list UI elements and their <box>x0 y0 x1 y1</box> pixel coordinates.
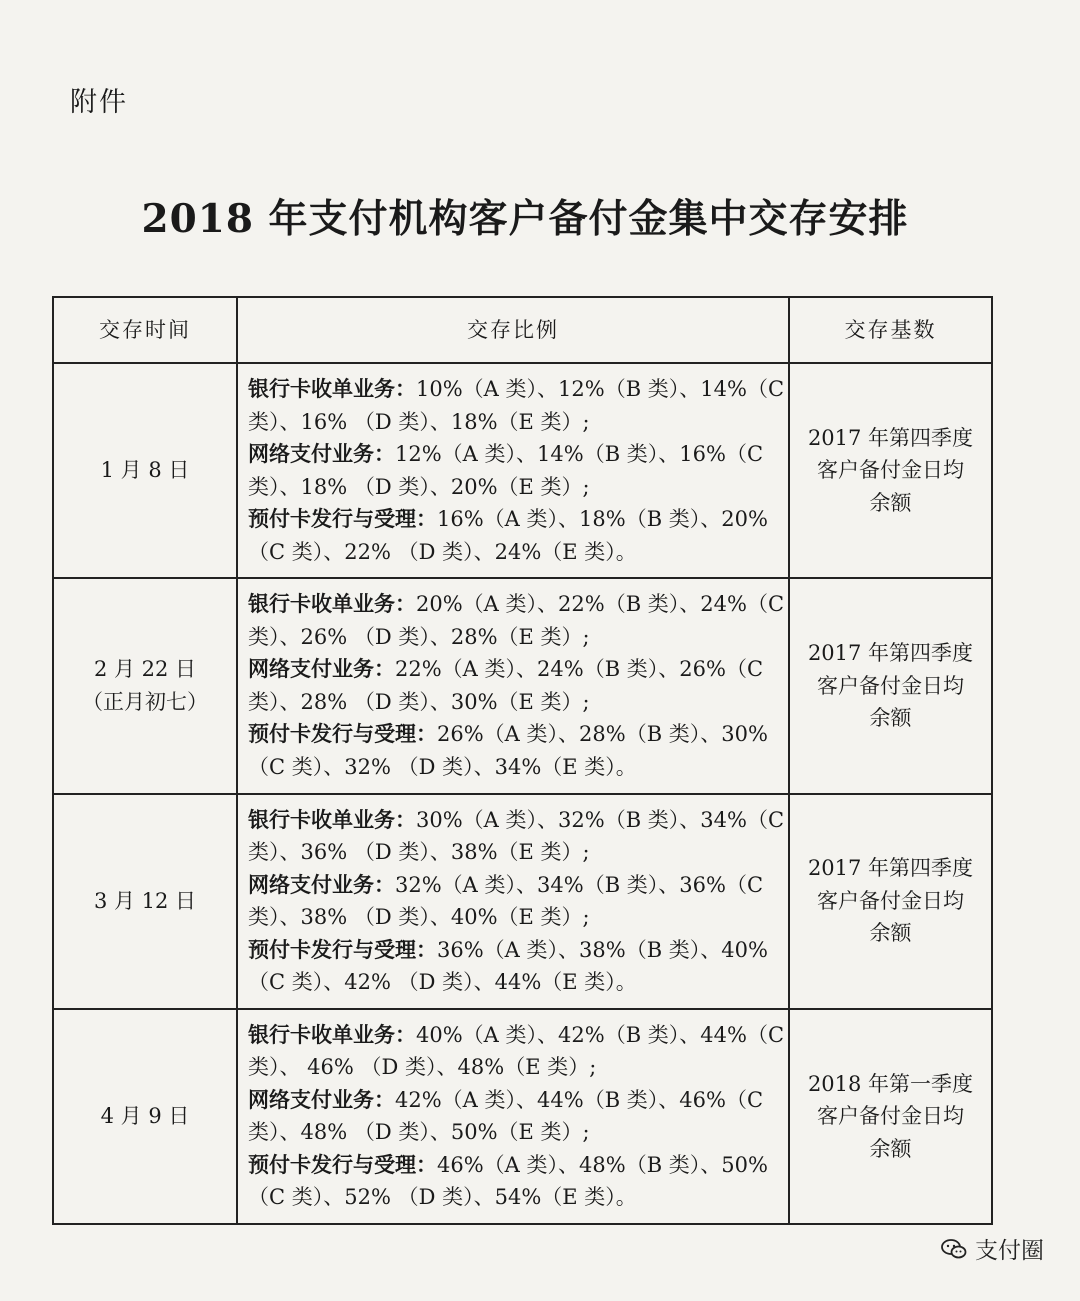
ratio-text: （C 类）、32% （D 类）、34%（E 类）。 <box>248 754 637 779</box>
ratio-text: 10%（A 类）、12%（B 类）、14%（C <box>416 377 785 402</box>
column-header-base: 交存基数 <box>789 297 992 363</box>
business-type-label: 银行卡收单业务： <box>248 376 416 402</box>
ratio-line <box>248 1181 778 1214</box>
deposit-base-text: 客户备付金日均 <box>817 673 964 698</box>
business-type-label: 网络支付业务： <box>248 871 395 897</box>
table-header-row <box>53 297 992 363</box>
ratio-line <box>248 406 778 439</box>
ratio-line <box>248 934 778 967</box>
business-type-label: 网络支付业务： <box>248 1086 395 1112</box>
deposit-time-text: 3 月 12 日 <box>93 888 197 913</box>
deposit-schedule-table <box>52 296 993 1225</box>
deposit-base-text: 2017 年第四季度 <box>807 856 974 881</box>
ratio-text: 16%（A 类）、18%（B 类）、20% <box>437 507 768 532</box>
ratio-line <box>248 536 778 569</box>
business-type-label: 银行卡收单业务： <box>248 591 416 617</box>
document-title: 2018 年支付机构客户备付金集中交存安排 <box>141 196 909 242</box>
ratio-text: 46%（A 类）、48%（B 类）、50% <box>437 1152 768 1177</box>
ratio-line <box>248 869 778 902</box>
table-row <box>53 578 992 793</box>
business-type-label: 网络支付业务： <box>248 656 395 682</box>
business-type-label: 预付卡发行与受理： <box>248 721 437 747</box>
ratio-text: 类）、16% （D 类）、18%（E 类）; <box>248 409 590 434</box>
ratio-text: 42%（A 类）、44%（B 类）、46%（C <box>395 1087 764 1112</box>
deposit-ratio-cell <box>237 578 789 793</box>
business-type-label: 网络支付业务： <box>248 441 395 467</box>
ratio-line <box>248 373 785 406</box>
ratio-text: 类）、28% （D 类）、30%（E 类）; <box>248 689 590 714</box>
table-row <box>53 1009 992 1224</box>
ratio-line <box>248 471 778 504</box>
deposit-base-text: 2018 年第一季度 <box>807 1071 974 1096</box>
business-type-label: 预付卡发行与受理： <box>248 506 437 532</box>
watermark-text: 支付圈 <box>975 1238 1044 1264</box>
ratio-line <box>248 751 778 784</box>
ratio-text: 26%（A 类）、28%（B 类）、30% <box>437 722 768 747</box>
ratio-text: （C 类）、22% （D 类）、24%（E 类）。 <box>248 539 637 564</box>
ratio-line <box>248 1116 778 1149</box>
deposit-base-text: 余额 <box>869 706 912 731</box>
attachment-label: 附件 <box>70 87 128 118</box>
deposit-time-cell <box>53 1009 237 1224</box>
ratio-line <box>248 1051 778 1084</box>
deposit-base-cell <box>789 794 992 1009</box>
ratio-text: 类）、 46% （D 类）、48%（E 类）; <box>248 1055 597 1080</box>
ratio-line <box>248 588 785 621</box>
deposit-base-text: 2017 年第四季度 <box>807 641 974 666</box>
ratio-line <box>248 836 778 869</box>
ratio-line <box>248 1084 778 1117</box>
ratio-line <box>248 621 778 654</box>
ratio-text: （C 类）、42% （D 类）、44%（E 类）。 <box>248 970 637 995</box>
ratio-text: 40%（A 类）、42%（B 类）、44%（C <box>416 1022 785 1047</box>
deposit-base-text: 余额 <box>869 1136 912 1161</box>
ratio-line <box>248 718 778 751</box>
column-header-time: 交存时间 <box>53 297 237 363</box>
deposit-base-cell <box>789 363 992 578</box>
ratio-line <box>248 438 778 471</box>
ratio-line <box>248 1149 778 1182</box>
deposit-base-cell <box>789 578 992 793</box>
column-header-ratio: 交存比例 <box>237 297 789 363</box>
ratio-line <box>248 901 778 934</box>
deposit-base-cell <box>789 1009 992 1224</box>
deposit-ratio-cell <box>237 794 789 1009</box>
deposit-time-cell <box>53 578 237 793</box>
business-type-label: 银行卡收单业务： <box>248 1021 416 1047</box>
deposit-time-text: 4 月 9 日 <box>100 1104 190 1129</box>
ratio-text: 20%（A 类）、22%（B 类）、24%（C <box>416 592 785 617</box>
ratio-text: 30%（A 类）、32%（B 类）、34%（C <box>416 807 785 832</box>
deposit-ratio-cell <box>237 363 789 578</box>
ratio-text: 类）、36% （D 类）、38%（E 类）; <box>248 840 590 865</box>
deposit-ratio-cell <box>237 1009 789 1224</box>
ratio-text: 12%（A 类）、14%（B 类）、16%（C <box>395 442 764 467</box>
deposit-base-text: 客户备付金日均 <box>817 888 964 913</box>
ratio-text: 类）、18% （D 类）、20%（E 类）; <box>248 474 590 499</box>
deposit-time-cell <box>53 363 237 578</box>
table-row <box>53 363 992 578</box>
business-type-label: 预付卡发行与受理： <box>248 936 437 962</box>
deposit-base-text: 2017 年第四季度 <box>807 425 974 450</box>
deposit-base-text: 余额 <box>869 490 912 515</box>
ratio-line <box>248 503 778 536</box>
deposit-base-text: 客户备付金日均 <box>817 1104 964 1129</box>
ratio-text: 36%（A 类）、38%（B 类）、40% <box>437 937 768 962</box>
ratio-line <box>248 1019 785 1052</box>
ratio-line <box>248 653 778 686</box>
ratio-line <box>248 966 778 999</box>
ratio-text: 类）、26% （D 类）、28%（E 类）; <box>248 624 590 649</box>
deposit-time-text: （正月初七） <box>82 689 208 714</box>
deposit-time-text: 2 月 22 日 <box>93 657 197 682</box>
ratio-text: 类）、38% （D 类）、40%（E 类）; <box>248 905 590 930</box>
business-type-label: 预付卡发行与受理： <box>248 1151 437 1177</box>
deposit-base-text: 客户备付金日均 <box>817 458 964 483</box>
wechat-icon <box>941 1238 967 1260</box>
deposit-time-cell <box>53 794 237 1009</box>
ratio-line <box>248 686 778 719</box>
ratio-text: （C 类）、52% （D 类）、54%（E 类）。 <box>248 1185 637 1210</box>
business-type-label: 银行卡收单业务： <box>248 806 416 832</box>
ratio-text: 22%（A 类）、24%（B 类）、26%（C <box>395 657 764 682</box>
ratio-text: 类）、48% （D 类）、50%（E 类）; <box>248 1120 590 1145</box>
deposit-base-text: 余额 <box>869 921 912 946</box>
table-row <box>53 794 992 1009</box>
ratio-line <box>248 804 785 837</box>
watermark <box>941 1232 1044 1265</box>
ratio-text: 32%（A 类）、34%（B 类）、36%（C <box>395 872 764 897</box>
deposit-time-text: 1 月 8 日 <box>100 458 190 483</box>
